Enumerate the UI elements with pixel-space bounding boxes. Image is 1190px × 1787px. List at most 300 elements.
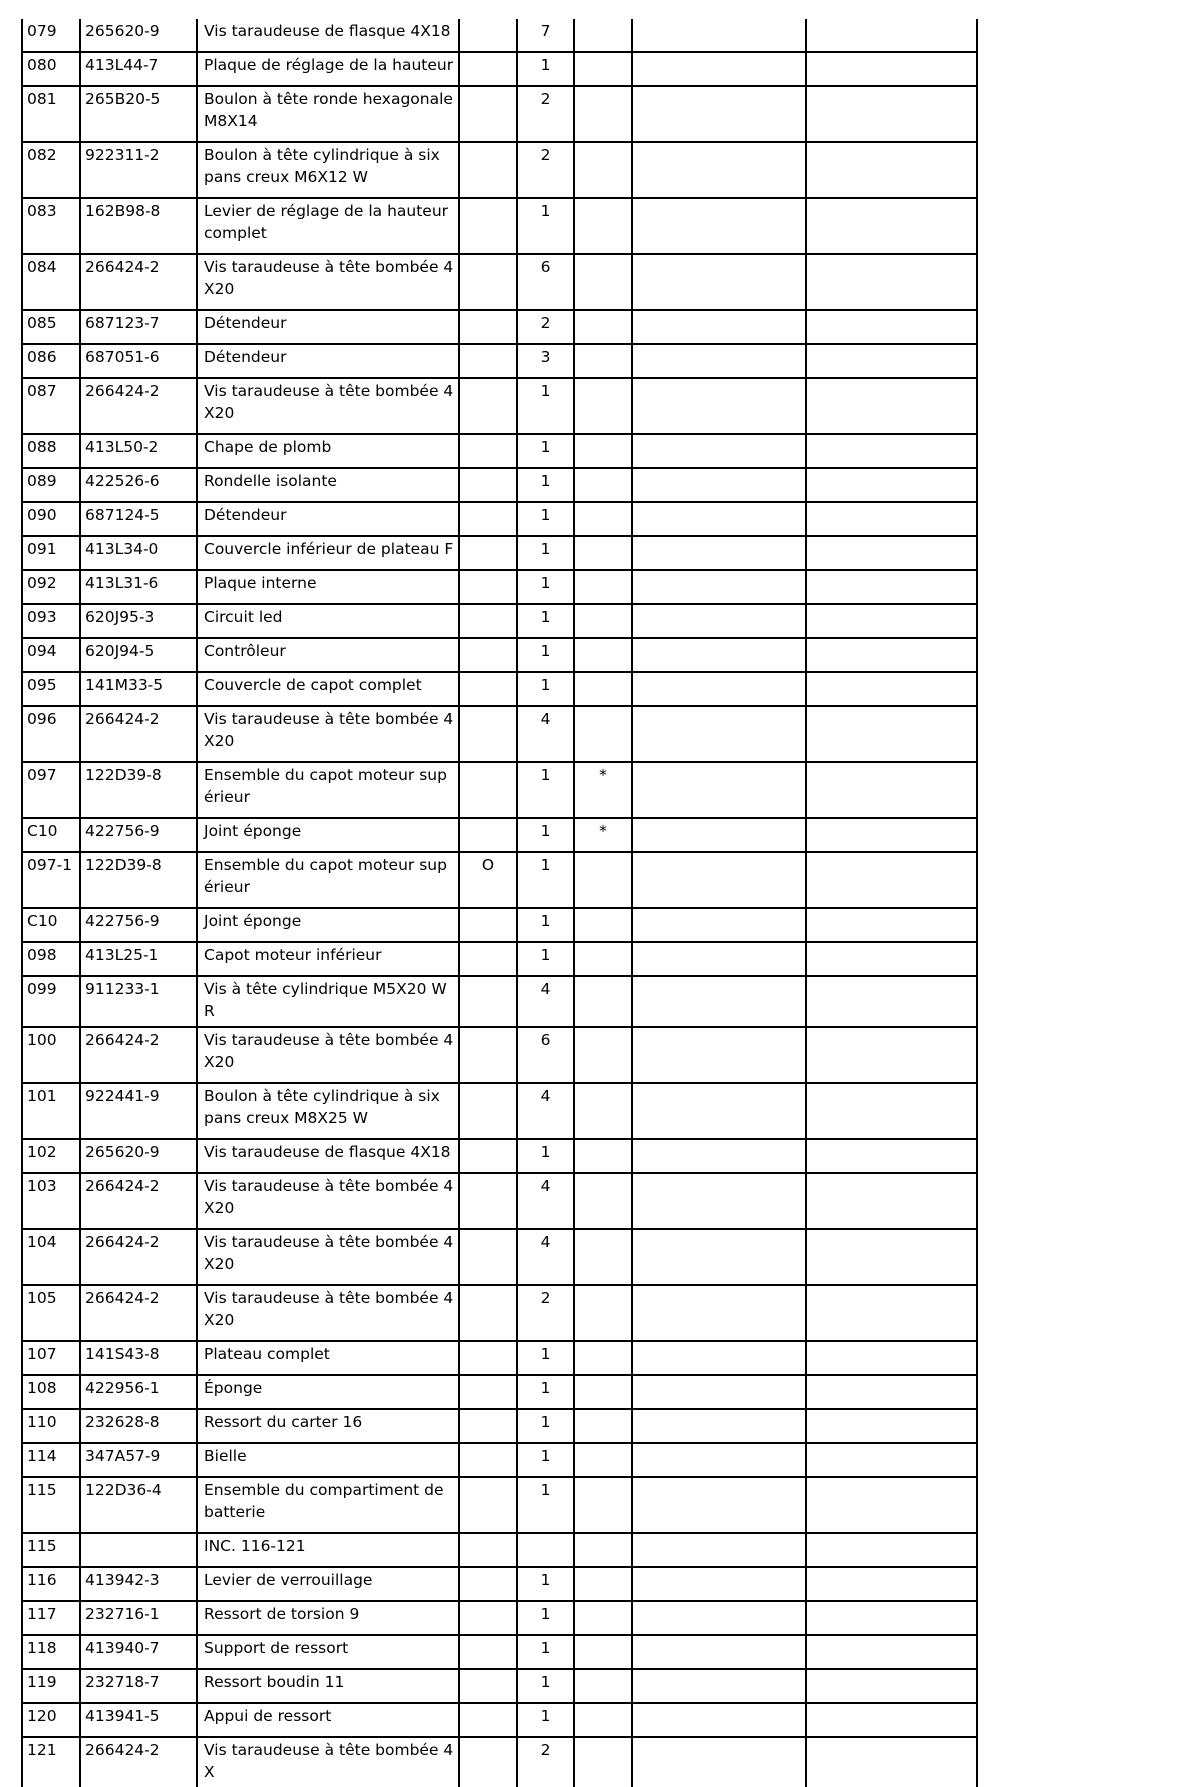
empty-cell <box>632 1737 806 1787</box>
item-number-cell: 095 <box>22 672 80 706</box>
note-cell <box>459 706 517 762</box>
empty-cell <box>632 52 806 86</box>
empty-cell <box>632 86 806 142</box>
part-number-cell: 413L34-0 <box>80 536 197 570</box>
empty-cell <box>806 1669 977 1703</box>
quantity-cell: 1 <box>517 818 574 852</box>
item-number-cell: 104 <box>22 1229 80 1285</box>
item-number-cell: 110 <box>22 1409 80 1443</box>
description-cell: Vis taraudeuse à tête bombée 4X20 <box>197 254 459 310</box>
quantity-cell: 3 <box>517 344 574 378</box>
description-cell: Vis taraudeuse à tête bombée 4X20 <box>197 1285 459 1341</box>
quantity-cell: 1 <box>517 52 574 86</box>
table-row <box>22 86 977 142</box>
empty-cell <box>806 1341 977 1375</box>
part-number-cell: 911233-1 <box>80 976 197 1027</box>
empty-cell <box>806 852 977 908</box>
quantity-cell: 1 <box>517 852 574 908</box>
item-number-cell: 090 <box>22 502 80 536</box>
description-cell: Ensemble du capot moteur supérieur <box>197 852 459 908</box>
quantity-cell: 1 <box>517 434 574 468</box>
marker-cell <box>574 1635 632 1669</box>
table-row <box>22 536 977 570</box>
description-cell: Rondelle isolante <box>197 468 459 502</box>
item-number-cell: 083 <box>22 198 80 254</box>
part-number-cell: 413L25-1 <box>80 942 197 976</box>
quantity-cell: 1 <box>517 604 574 638</box>
quantity-cell: 1 <box>517 1341 574 1375</box>
empty-cell <box>806 1533 977 1567</box>
description-cell: Ressort du carter 16 <box>197 1409 459 1443</box>
table-row <box>22 344 977 378</box>
marker-cell <box>574 942 632 976</box>
empty-cell <box>806 1601 977 1635</box>
item-number-cell: 097 <box>22 762 80 818</box>
item-number-cell: 108 <box>22 1375 80 1409</box>
marker-cell <box>574 52 632 86</box>
empty-cell <box>806 502 977 536</box>
empty-cell <box>632 672 806 706</box>
marker-cell <box>574 852 632 908</box>
empty-cell <box>632 706 806 762</box>
note-cell <box>459 198 517 254</box>
note-cell <box>459 908 517 942</box>
empty-cell <box>632 942 806 976</box>
empty-cell <box>632 908 806 942</box>
note-cell <box>459 1443 517 1477</box>
empty-cell <box>806 1409 977 1443</box>
marker-cell <box>574 1027 632 1083</box>
empty-cell <box>806 86 977 142</box>
item-number-cell: 121 <box>22 1737 80 1787</box>
quantity-cell: 4 <box>517 706 574 762</box>
empty-cell <box>632 818 806 852</box>
note-cell <box>459 1341 517 1375</box>
part-number-cell: 687051-6 <box>80 344 197 378</box>
marker-cell <box>574 310 632 344</box>
note-cell <box>459 976 517 1027</box>
table-row <box>22 1533 977 1567</box>
item-number-cell: 116 <box>22 1567 80 1601</box>
empty-cell <box>632 378 806 434</box>
quantity-cell: 1 <box>517 942 574 976</box>
description-cell: Support de ressort <box>197 1635 459 1669</box>
item-number-cell: 107 <box>22 1341 80 1375</box>
marker-cell <box>574 468 632 502</box>
note-cell <box>459 1027 517 1083</box>
marker-cell <box>574 672 632 706</box>
item-number-cell: 115 <box>22 1533 80 1567</box>
table-row <box>22 1341 977 1375</box>
quantity-cell: 1 <box>517 762 574 818</box>
table-row <box>22 434 977 468</box>
part-number-cell: 422756-9 <box>80 818 197 852</box>
description-cell: Plaque de réglage de la hauteur <box>197 52 459 86</box>
marker-cell <box>574 1669 632 1703</box>
table-row <box>22 976 977 1027</box>
marker-cell <box>574 536 632 570</box>
empty-cell <box>632 1341 806 1375</box>
part-number-cell: 422526-6 <box>80 468 197 502</box>
empty-cell <box>806 52 977 86</box>
marker-cell <box>574 638 632 672</box>
empty-cell <box>806 1173 977 1229</box>
note-cell <box>459 142 517 198</box>
quantity-cell: 1 <box>517 1567 574 1601</box>
part-number-cell: 620J95-3 <box>80 604 197 638</box>
note-cell <box>459 468 517 502</box>
part-number-cell: 687124-5 <box>80 502 197 536</box>
note-cell <box>459 1229 517 1285</box>
item-number-cell: 119 <box>22 1669 80 1703</box>
table-row <box>22 1173 977 1229</box>
empty-cell <box>632 142 806 198</box>
part-number-cell: 922311-2 <box>80 142 197 198</box>
marker-cell <box>574 1567 632 1601</box>
quantity-cell: 1 <box>517 1409 574 1443</box>
item-number-cell: 093 <box>22 604 80 638</box>
description-cell: Levier de verrouillage <box>197 1567 459 1601</box>
empty-cell <box>806 942 977 976</box>
marker-cell <box>574 502 632 536</box>
quantity-cell: 4 <box>517 976 574 1027</box>
part-number-cell: 413L31-6 <box>80 570 197 604</box>
note-cell <box>459 1703 517 1737</box>
quantity-cell: 6 <box>517 254 574 310</box>
quantity-cell: 1 <box>517 908 574 942</box>
item-number-cell: C10 <box>22 908 80 942</box>
table-row <box>22 1409 977 1443</box>
note-cell <box>459 86 517 142</box>
table-row <box>22 1375 977 1409</box>
empty-cell <box>632 604 806 638</box>
item-number-cell: 103 <box>22 1173 80 1229</box>
description-cell: Ressort de torsion 9 <box>197 1601 459 1635</box>
item-number-cell: 086 <box>22 344 80 378</box>
marker-cell <box>574 1443 632 1477</box>
quantity-cell: 1 <box>517 1669 574 1703</box>
quantity-cell: 1 <box>517 570 574 604</box>
empty-cell <box>806 1703 977 1737</box>
description-cell: Circuit led <box>197 604 459 638</box>
empty-cell <box>632 1285 806 1341</box>
description-cell: Détendeur <box>197 502 459 536</box>
item-number-cell: 085 <box>22 310 80 344</box>
table-row <box>22 1635 977 1669</box>
description-cell: Couvercle de capot complet <box>197 672 459 706</box>
item-number-cell: 101 <box>22 1083 80 1139</box>
item-number-cell: C10 <box>22 818 80 852</box>
table-row <box>22 638 977 672</box>
empty-cell <box>632 1139 806 1173</box>
part-number-cell: 422956-1 <box>80 1375 197 1409</box>
marker-cell: * <box>574 762 632 818</box>
description-cell: Boulon à tête cylindrique à six pans creux M6X12 W <box>197 142 459 198</box>
note-cell <box>459 818 517 852</box>
description-cell: Appui de ressort <box>197 1703 459 1737</box>
note-cell <box>459 638 517 672</box>
marker-cell <box>574 19 632 52</box>
empty-cell <box>806 976 977 1027</box>
note-cell <box>459 604 517 638</box>
marker-cell <box>574 570 632 604</box>
note-cell <box>459 378 517 434</box>
quantity-cell: 4 <box>517 1173 574 1229</box>
note-cell <box>459 1139 517 1173</box>
description-cell: Vis taraudeuse à tête bombée 4X20 <box>197 706 459 762</box>
part-number-cell: 266424-2 <box>80 706 197 762</box>
empty-cell <box>806 254 977 310</box>
empty-cell <box>632 468 806 502</box>
item-number-cell: 117 <box>22 1601 80 1635</box>
description-cell: Détendeur <box>197 344 459 378</box>
marker-cell <box>574 1737 632 1787</box>
marker-cell <box>574 434 632 468</box>
note-cell <box>459 1669 517 1703</box>
empty-cell <box>806 1285 977 1341</box>
part-number-cell <box>80 1533 197 1567</box>
note-cell <box>459 1601 517 1635</box>
description-cell: Détendeur <box>197 310 459 344</box>
part-number-cell: 232718-7 <box>80 1669 197 1703</box>
part-number-cell: 265620-9 <box>80 19 197 52</box>
marker-cell <box>574 908 632 942</box>
marker-cell <box>574 1139 632 1173</box>
table-row <box>22 1229 977 1285</box>
part-number-cell: 265B20-5 <box>80 86 197 142</box>
quantity-cell: 2 <box>517 86 574 142</box>
empty-cell <box>806 310 977 344</box>
table-row <box>22 198 977 254</box>
quantity-cell: 1 <box>517 1443 574 1477</box>
description-cell: Éponge <box>197 1375 459 1409</box>
empty-cell <box>806 1737 977 1787</box>
note-cell <box>459 19 517 52</box>
description-cell: Vis taraudeuse de flasque 4X18 <box>197 19 459 52</box>
quantity-cell: 6 <box>517 1027 574 1083</box>
marker-cell: * <box>574 818 632 852</box>
marker-cell <box>574 142 632 198</box>
table-row <box>22 570 977 604</box>
part-number-cell: 141S43-8 <box>80 1341 197 1375</box>
empty-cell <box>632 570 806 604</box>
empty-cell <box>632 976 806 1027</box>
empty-cell <box>806 570 977 604</box>
part-number-cell: 265620-9 <box>80 1139 197 1173</box>
note-cell <box>459 1375 517 1409</box>
note-cell <box>459 1477 517 1533</box>
quantity-cell: 2 <box>517 142 574 198</box>
note-cell <box>459 1567 517 1601</box>
marker-cell <box>574 1083 632 1139</box>
marker-cell <box>574 1173 632 1229</box>
quantity-cell: 1 <box>517 672 574 706</box>
part-number-cell: 141M33-5 <box>80 672 197 706</box>
part-number-cell: 413940-7 <box>80 1635 197 1669</box>
table-row <box>22 818 977 852</box>
note-cell <box>459 344 517 378</box>
description-cell: Joint éponge <box>197 908 459 942</box>
empty-cell <box>632 1027 806 1083</box>
item-number-cell: 118 <box>22 1635 80 1669</box>
note-cell <box>459 942 517 976</box>
empty-cell <box>632 1669 806 1703</box>
part-number-cell: 422756-9 <box>80 908 197 942</box>
table-row <box>22 1703 977 1737</box>
parts-table-body <box>22 19 977 1787</box>
description-cell: Capot moteur inférieur <box>197 942 459 976</box>
description-cell: Boulon à tête cylindrique à six pans creux M8X25 W <box>197 1083 459 1139</box>
quantity-cell: 1 <box>517 1703 574 1737</box>
item-number-cell: 088 <box>22 434 80 468</box>
empty-cell <box>632 1083 806 1139</box>
part-number-cell: 266424-2 <box>80 1737 197 1787</box>
table-row <box>22 672 977 706</box>
table-row <box>22 1669 977 1703</box>
marker-cell <box>574 1601 632 1635</box>
empty-cell <box>806 908 977 942</box>
table-row <box>22 502 977 536</box>
note-cell <box>459 1635 517 1669</box>
note-cell <box>459 1083 517 1139</box>
item-number-cell: 102 <box>22 1139 80 1173</box>
quantity-cell: 7 <box>517 19 574 52</box>
marker-cell <box>574 706 632 762</box>
table-row <box>22 1567 977 1601</box>
empty-cell <box>632 1601 806 1635</box>
empty-cell <box>632 1409 806 1443</box>
note-cell <box>459 536 517 570</box>
description-cell: Plateau complet <box>197 1341 459 1375</box>
item-number-cell: 084 <box>22 254 80 310</box>
table-row <box>22 1477 977 1533</box>
note-cell <box>459 570 517 604</box>
item-number-cell: 096 <box>22 706 80 762</box>
note-cell <box>459 502 517 536</box>
empty-cell <box>632 1533 806 1567</box>
quantity-cell: 4 <box>517 1229 574 1285</box>
table-row <box>22 254 977 310</box>
empty-cell <box>806 468 977 502</box>
marker-cell <box>574 198 632 254</box>
empty-cell <box>806 818 977 852</box>
part-number-cell: 413941-5 <box>80 1703 197 1737</box>
marker-cell <box>574 604 632 638</box>
item-number-cell: 079 <box>22 19 80 52</box>
empty-cell <box>632 762 806 818</box>
description-cell: Couvercle inférieur de plateau F <box>197 536 459 570</box>
note-cell <box>459 1285 517 1341</box>
item-number-cell: 098 <box>22 942 80 976</box>
description-cell: Ensemble du compartiment de batterie <box>197 1477 459 1533</box>
part-number-cell: 347A57-9 <box>80 1443 197 1477</box>
empty-cell <box>632 1443 806 1477</box>
empty-cell <box>806 19 977 52</box>
part-number-cell: 266424-2 <box>80 378 197 434</box>
part-number-cell: 266424-2 <box>80 1285 197 1341</box>
empty-cell <box>806 1443 977 1477</box>
quantity-cell: 1 <box>517 1139 574 1173</box>
empty-cell <box>632 310 806 344</box>
table-row <box>22 1027 977 1083</box>
table-row <box>22 942 977 976</box>
description-cell: Vis taraudeuse à tête bombée 4X20 <box>197 1173 459 1229</box>
note-cell <box>459 1533 517 1567</box>
item-number-cell: 092 <box>22 570 80 604</box>
empty-cell <box>806 1567 977 1601</box>
part-number-cell: 620J94-5 <box>80 638 197 672</box>
item-number-cell: 114 <box>22 1443 80 1477</box>
empty-cell <box>806 1477 977 1533</box>
marker-cell <box>574 1375 632 1409</box>
table-row <box>22 1737 977 1787</box>
quantity-cell <box>517 1533 574 1567</box>
part-number-cell: 266424-2 <box>80 1229 197 1285</box>
empty-cell <box>806 1229 977 1285</box>
item-number-cell: 082 <box>22 142 80 198</box>
item-number-cell: 091 <box>22 536 80 570</box>
marker-cell <box>574 1341 632 1375</box>
empty-cell <box>632 1703 806 1737</box>
empty-cell <box>632 1173 806 1229</box>
empty-cell <box>632 852 806 908</box>
empty-cell <box>806 1083 977 1139</box>
description-cell: Joint éponge <box>197 818 459 852</box>
empty-cell <box>806 344 977 378</box>
table-row <box>22 852 977 908</box>
marker-cell <box>574 1703 632 1737</box>
empty-cell <box>632 1635 806 1669</box>
description-cell: Ensemble du capot moteur supérieur <box>197 762 459 818</box>
table-row <box>22 19 977 52</box>
parts-table <box>21 19 978 1787</box>
part-number-cell: 122D36-4 <box>80 1477 197 1533</box>
item-number-cell: 115 <box>22 1477 80 1533</box>
empty-cell <box>632 638 806 672</box>
marker-cell <box>574 976 632 1027</box>
table-row <box>22 1285 977 1341</box>
quantity-cell: 1 <box>517 378 574 434</box>
part-number-cell: 162B98-8 <box>80 198 197 254</box>
empty-cell <box>632 536 806 570</box>
empty-cell <box>806 536 977 570</box>
quantity-cell: 1 <box>517 468 574 502</box>
description-cell: Ressort boudin 11 <box>197 1669 459 1703</box>
table-row <box>22 908 977 942</box>
note-cell <box>459 254 517 310</box>
note-cell <box>459 434 517 468</box>
table-row <box>22 706 977 762</box>
part-number-cell: 266424-2 <box>80 254 197 310</box>
description-cell: Vis taraudeuse à tête bombée 4X20 <box>197 1229 459 1285</box>
empty-cell <box>632 502 806 536</box>
marker-cell <box>574 1477 632 1533</box>
description-cell: Vis taraudeuse de flasque 4X18 <box>197 1139 459 1173</box>
note-cell: O <box>459 852 517 908</box>
marker-cell <box>574 254 632 310</box>
table-row <box>22 604 977 638</box>
note-cell <box>459 1173 517 1229</box>
empty-cell <box>806 378 977 434</box>
table-row <box>22 1139 977 1173</box>
note-cell <box>459 762 517 818</box>
marker-cell <box>574 378 632 434</box>
item-number-cell: 099 <box>22 976 80 1027</box>
empty-cell <box>632 1229 806 1285</box>
item-number-cell: 080 <box>22 52 80 86</box>
description-cell: Plaque interne <box>197 570 459 604</box>
item-number-cell: 081 <box>22 86 80 142</box>
